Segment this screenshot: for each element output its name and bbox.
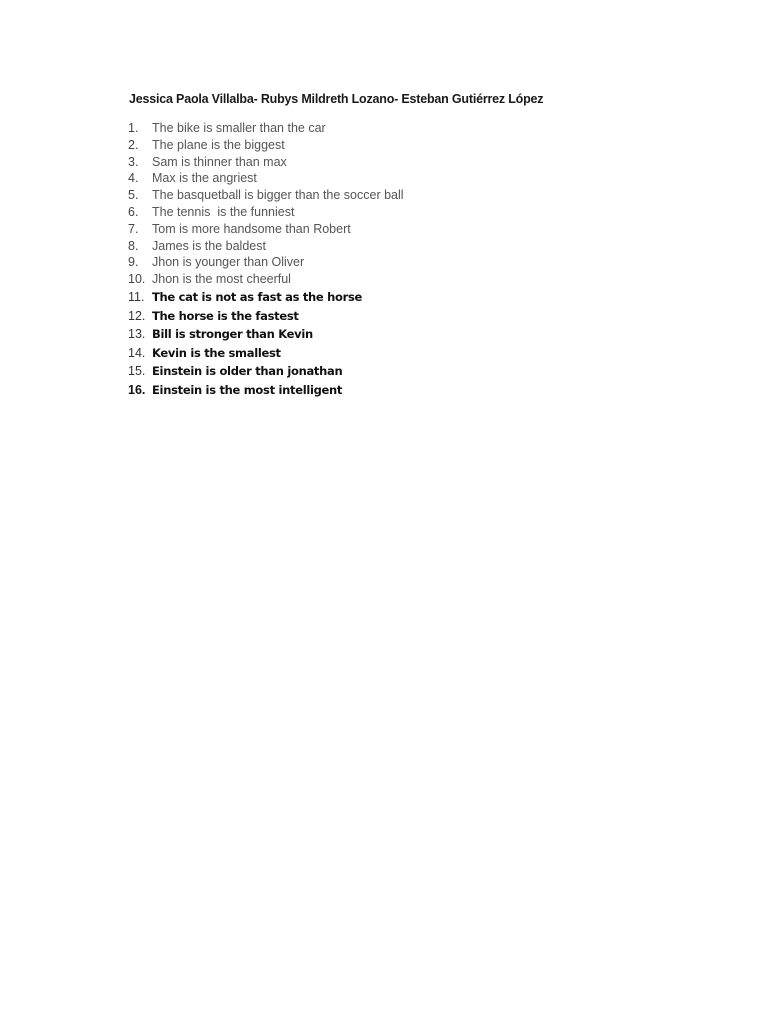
list-item-text: Kevin is the smallest [152, 345, 281, 360]
list-item-number: 9. [128, 255, 139, 270]
list-item [128, 344, 404, 363]
list-item [128, 325, 404, 344]
list-item-text: The basquetball is bigger than the soccer ball [152, 188, 404, 203]
list-item-number: 14. [128, 345, 146, 360]
list-item [128, 381, 404, 400]
list-item [128, 288, 404, 307]
list-item [128, 120, 404, 137]
list-item-text: James is the baldest [152, 238, 266, 253]
list-item-text: Einstein is the most intelligent [152, 382, 343, 397]
list-item-text: Jhon is the most cheerful [152, 272, 291, 287]
list-item-text: The tennis is the funniest [152, 204, 295, 219]
list-item-number: 15. [128, 364, 146, 379]
list-item-number: 3. [128, 154, 139, 169]
list-item-number: 1. [128, 121, 139, 135]
list-item-number: 2. [128, 137, 139, 152]
list-item-number: 12. [128, 308, 146, 323]
list-item-number: 4. [128, 171, 139, 186]
list-item-number: 7. [128, 221, 139, 236]
list-item [128, 221, 404, 238]
list-item-text: Tom is more handsome than Robert [152, 221, 351, 236]
list-item-text: Max is the angriest [152, 171, 257, 186]
list-item-number: 13. [128, 327, 146, 342]
list-item [128, 307, 404, 326]
list-item [128, 254, 404, 271]
list-item [128, 204, 404, 221]
sentence-list [128, 120, 404, 400]
list-item-text: Sam is thinner than max [152, 154, 287, 169]
document-title: Jessica Paola Villalba- Rubys Mildreth Lozano- Esteban Gutiérrez López [129, 92, 544, 106]
list-item [128, 362, 404, 381]
list-item-number: 10. [128, 272, 146, 287]
list-item-text: The cat is not as fast as the horse [152, 289, 363, 304]
list-item [128, 271, 404, 288]
list-item-text: Einstein is older than jonathan [152, 364, 343, 379]
list-item [128, 137, 404, 154]
list-item-text: The bike is smaller than the car [152, 121, 326, 135]
list-item [128, 238, 404, 255]
list-item-number: 6. [128, 204, 139, 219]
list-item [128, 187, 404, 204]
list-item-text: The horse is the fastest [152, 308, 299, 323]
list-item-number: 8. [128, 238, 139, 253]
list-item [128, 170, 404, 187]
list-item-number: 11. [128, 289, 145, 304]
list-item-text: Bill is stronger than Kevin [152, 327, 313, 342]
list-item-text: Jhon is younger than Oliver [152, 255, 305, 270]
list-item-number: 5. [128, 188, 139, 203]
list-item [128, 154, 404, 171]
list-item-number: 16. [128, 382, 146, 397]
list-item-text: The plane is the biggest [152, 137, 285, 152]
